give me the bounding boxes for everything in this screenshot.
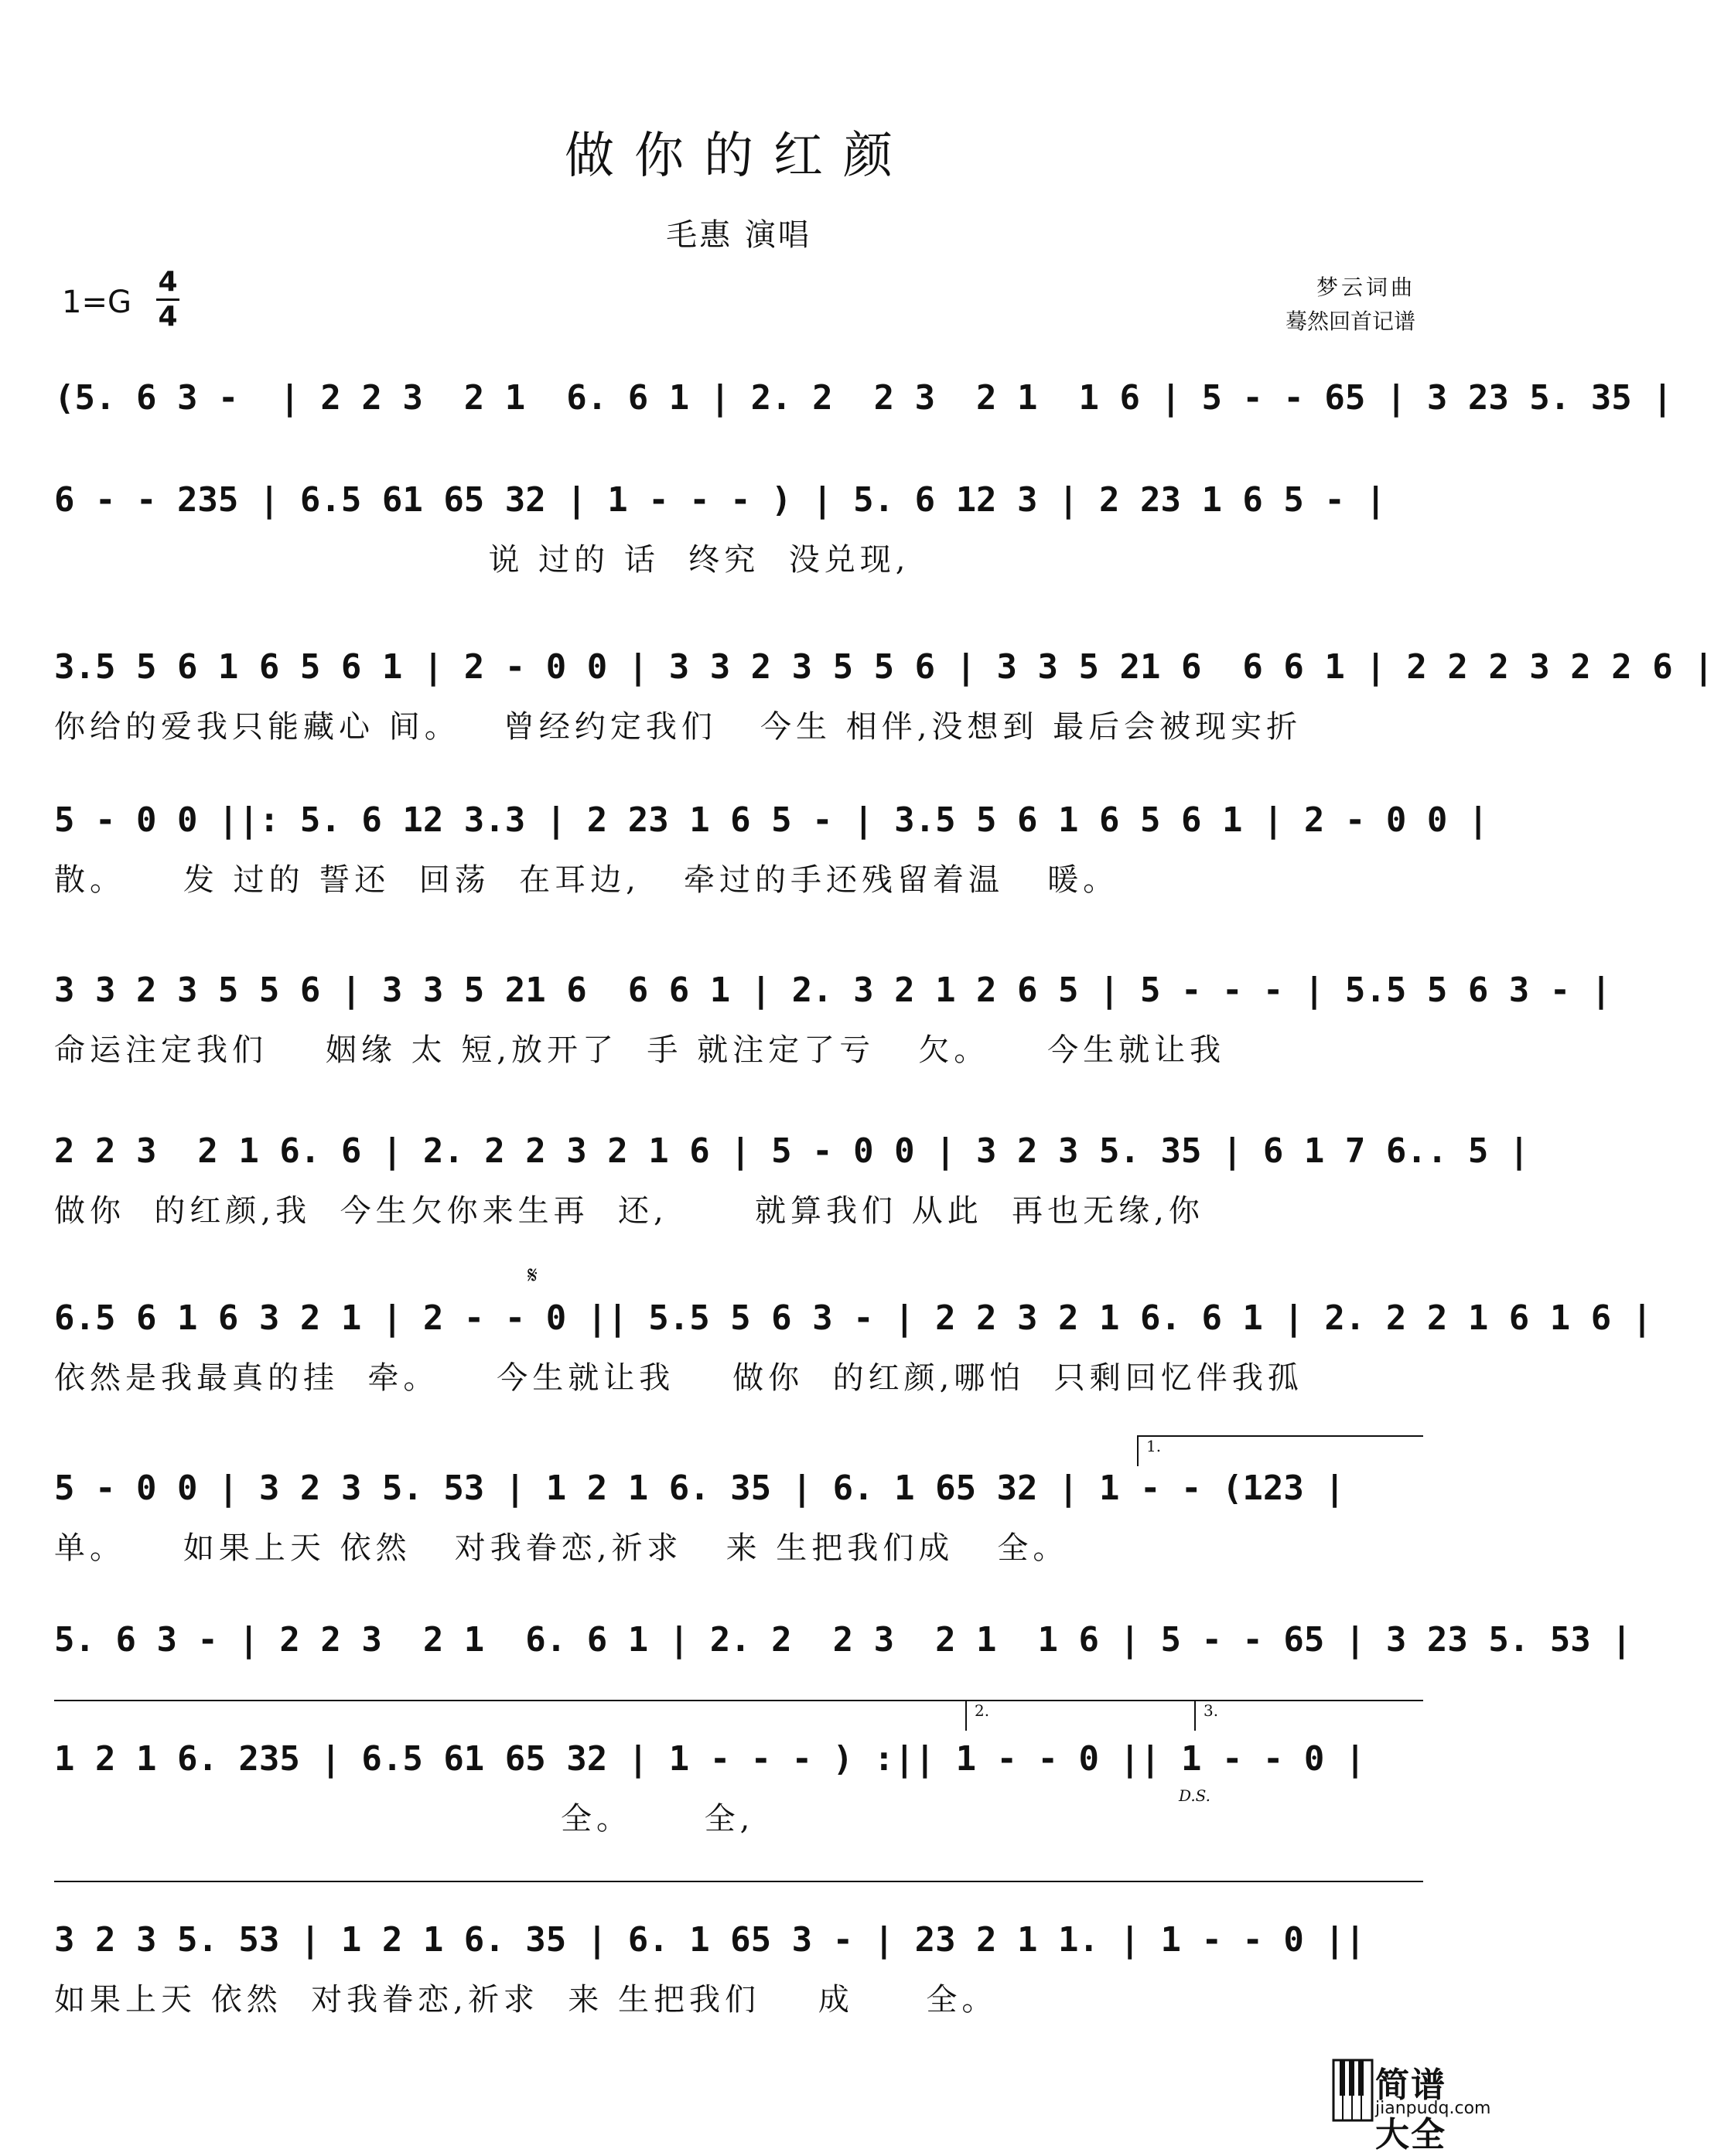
time-signature-bottom: 4	[156, 298, 179, 333]
notation-line: 3 2 3 5. 53 | 1 2 1 6. 35 | 6. 1 65 3 - | 23 2 1 1. | 1 - - 0 ||	[54, 1920, 1366, 1960]
volta-bracket-2-hook	[965, 1700, 967, 1731]
lyrics-line: 全。 全,	[54, 1801, 755, 1837]
lyrics-line: 命运注定我们 姻缘 太 短,放开了 手 就注定了亏 欠。 今生就让我	[54, 1032, 1226, 1068]
segno-sign: 𝄋	[528, 1262, 538, 1289]
singer-credit: 毛惠 演唱	[666, 217, 811, 253]
transcriber-credit: 蓦然回首记谱	[1285, 309, 1415, 334]
notation-line: 1 2 1 6. 235 | 6.5 61 65 32 | 1 - - - ) :|| 1 - - 0 || 1 - - 0 |	[54, 1739, 1366, 1779]
page-title: 做你的红颜	[565, 128, 913, 185]
volta-bracket-1-hook	[1137, 1435, 1139, 1466]
lyrics-line: 散。 发 过的 誓还 回荡 在耳边, 牵过的手还残留着温 暖。	[54, 862, 1119, 898]
lyricist-credit: 梦云词曲	[1316, 275, 1415, 300]
notation-line: 5. 6 3 - | 2 2 3 2 1 6. 6 1 | 2. 2 2 3 2 1 1 6 | 5 - - 65 | 3 23 5. 53 |	[54, 1620, 1632, 1660]
notation-line: 2 2 3 2 1 6. 6 | 2. 2 2 3 2 1 6 | 5 - 0 0 | 3 2 3 5. 35 | 6 1 7 6.. 5 |	[54, 1131, 1530, 1171]
volta-bracket-1	[1137, 1435, 1423, 1437]
lyrics-line: 你给的爱我只能藏心 间。 曾经约定我们 今生 相伴,没想到 最后会被现实折	[54, 709, 1303, 745]
volta-2-label: 2.	[975, 1701, 990, 1720]
lyrics-line: 说 过的 话 终究 没兑现,	[54, 542, 910, 578]
notation-line: 6.5 6 1 6 3 2 1 | 2 - - 0 || 5.5 5 6 3 - | 2 2 3 2 1 6. 6 1 | 2. 2 2 1 6 1 6 |	[54, 1298, 1653, 1338]
volta-3-label: 3.	[1204, 1701, 1219, 1720]
system-top-rule	[54, 1881, 1423, 1882]
ds-mark: D.S.	[1179, 1786, 1211, 1805]
lyrics-line: 依然是我最真的挂 牵。 今生就让我 做你 的红颜,哪怕 只剩回忆伴我孤	[54, 1360, 1303, 1396]
time-signature-top: 4	[158, 266, 178, 298]
notation-line: 6 - - 235 | 6.5 61 65 32 | 1 - - - ) | 5. 6 12 3 | 2 23 1 6 5 - |	[54, 480, 1386, 520]
time-signature	[156, 266, 179, 333]
lyrics-line: 如果上天 依然 对我眷恋,祈求 来 生把我们 成 全。	[54, 1982, 998, 2018]
notation-line: 5 - 0 0 ||: 5. 6 12 3.3 | 2 23 1 6 5 - | 3.5 5 6 1 6 5 6 1 | 2 - 0 0 |	[54, 800, 1489, 840]
notation-line: (5. 6 3 - | 2 2 3 2 1 6. 6 1 | 2. 2 2 3 2 1 1 6 | 5 - - 65 | 3 23 5. 35 |	[54, 378, 1673, 418]
notation-line: 5 - 0 0 | 3 2 3 5. 53 | 1 2 1 6. 35 | 6. 1 65 32 | 1 - - (123 |	[54, 1469, 1345, 1508]
key-signature: 1=G	[62, 285, 131, 320]
logo-url[interactable]: jianpudq.com	[1375, 2099, 1491, 2118]
notation-line: 3.5 5 6 1 6 5 6 1 | 2 - 0 0 | 3 3 2 3 5 5 6 | 3 3 5 21 6 6 6 1 | 2 2 2 3 2 2 6 |	[54, 647, 1714, 687]
volta-bracket-3-hook	[1194, 1700, 1196, 1731]
lyrics-line: 做你 的红颜,我 今生欠你来生再 还, 就算我们 从此 再也无缘,你	[54, 1193, 1204, 1229]
volta-1-label: 1.	[1146, 1437, 1162, 1455]
logo-name: 简谱大全	[1375, 2066, 1446, 2154]
notation-line: 3 3 2 3 5 5 6 | 3 3 5 21 6 6 6 1 | 2. 3 2 1 2 6 5 | 5 - - - | 5.5 5 6 3 - |	[54, 971, 1612, 1010]
lyrics-line: 单。 如果上天 依然 对我眷恋,祈求 来 生把我们成 全。	[54, 1530, 1069, 1566]
